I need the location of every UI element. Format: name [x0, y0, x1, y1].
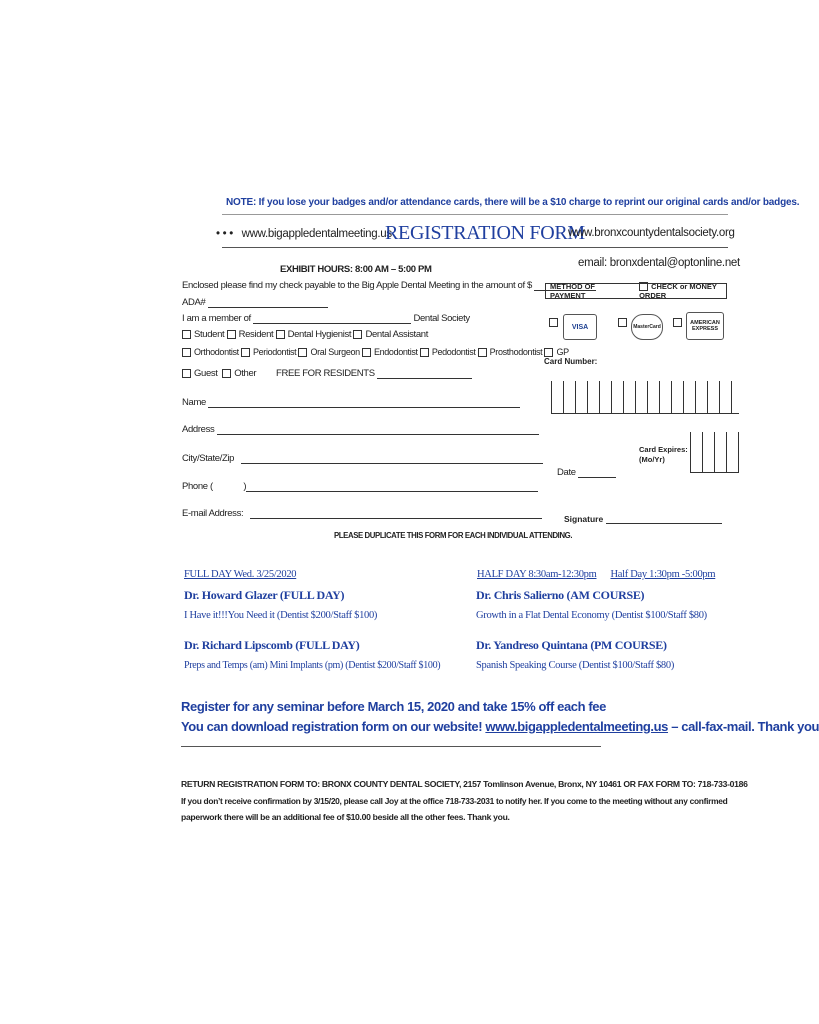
- role-option[interactable]: Student: [182, 329, 224, 340]
- checkbox[interactable]: [420, 348, 429, 357]
- city-label: City/State/Zip: [182, 453, 235, 464]
- email-address: email: bronxdental@optonline.net: [578, 257, 740, 269]
- divider: [222, 247, 728, 248]
- digit-divider: [738, 432, 739, 472]
- date-row: [557, 467, 616, 478]
- checkbox[interactable]: [227, 330, 236, 339]
- free-residents-line: [276, 368, 472, 379]
- member-label: I am a member of: [182, 313, 251, 324]
- society-field[interactable]: [253, 322, 411, 324]
- promo-line-1: Register for any seminar before March 15, 2020 and take 15% off each fee: [181, 699, 606, 714]
- digit-divider: [731, 381, 732, 413]
- checkbox[interactable]: [544, 348, 553, 357]
- digit-divider: [623, 381, 624, 413]
- digit-divider: [611, 381, 612, 413]
- signature-row: [564, 514, 722, 524]
- left-url-link[interactable]: www.bigappledentalmeeting.us: [241, 228, 392, 240]
- digit-divider: [719, 381, 720, 413]
- digit-divider: [683, 381, 684, 413]
- date-field[interactable]: [578, 476, 616, 478]
- payment-method-header: [545, 283, 727, 299]
- promo-line-2: [181, 719, 819, 734]
- role-option[interactable]: Guest: [182, 368, 218, 379]
- digit-divider: [659, 381, 660, 413]
- role-option[interactable]: Resident: [227, 329, 274, 340]
- role-option[interactable]: Orthodontist: [182, 347, 239, 357]
- role-row-1: [182, 329, 428, 340]
- checkbox[interactable]: [222, 369, 231, 378]
- website-link[interactable]: www.bigappledentalmeeting.us: [485, 719, 669, 734]
- seminar-desc: I Have it!!!You Need it (Dentist $200/Staff $100): [184, 610, 378, 621]
- role-option[interactable]: Pedodontist: [420, 347, 476, 357]
- method-label: METHOD OF PAYMENT: [550, 282, 595, 300]
- expiry-field[interactable]: [690, 432, 739, 473]
- ada-field[interactable]: [208, 306, 328, 308]
- member-line: [182, 313, 470, 324]
- return-line-2: If you don’t receive confirmation by 3/15/20, please call Joy at the office 718-733-2031 to notify her. If you come to the meeting without any confirmed: [181, 796, 728, 806]
- card-number-label: Card Number:: [544, 357, 598, 366]
- signature-label: Signature: [564, 514, 604, 524]
- phone-label: Phone (: [182, 481, 213, 492]
- seminar-title: Dr. Richard Lipscomb (FULL DAY): [184, 638, 360, 652]
- seminar-title: Dr. Yandreso Quintana (PM COURSE): [476, 638, 667, 652]
- digit-divider: [726, 432, 727, 472]
- role-option[interactable]: Periodontist: [241, 347, 296, 357]
- promo-text: You can download registration form on our website!: [181, 719, 486, 734]
- role-row-2: [182, 347, 569, 357]
- role-row-3: [182, 368, 256, 379]
- half-day-heading: [477, 569, 715, 580]
- role-option[interactable]: Other: [222, 368, 256, 379]
- role-option[interactable]: Oral Surgeon: [298, 347, 359, 357]
- seminar-desc: Growth in a Flat Dental Economy (Dentist $100/Staff $80): [476, 610, 707, 621]
- phone-field[interactable]: [246, 490, 538, 492]
- ada-label: ADA#: [182, 297, 206, 308]
- digit-divider: [635, 381, 636, 413]
- digit-divider: [695, 381, 696, 413]
- digit-divider: [671, 381, 672, 413]
- address-label: Address: [182, 424, 215, 435]
- ada-line: [182, 297, 328, 308]
- divider: [181, 746, 601, 747]
- checkbox[interactable]: [362, 348, 371, 357]
- mastercard-icon[interactable]: MasterCard: [631, 314, 663, 340]
- digit-divider: [690, 432, 691, 472]
- checkbox[interactable]: [549, 318, 558, 327]
- return-line-1: RETURN REGISTRATION FORM TO: BRONX COUNTY DENTAL SOCIETY, 2157 Tomlinson Avenue, Bronx, NY 10461 OR FAX FORM TO: 718-733-0186: [181, 779, 748, 789]
- city-row: [182, 453, 543, 464]
- promo-tail: – call-fax-mail. Thank you: [668, 719, 819, 734]
- checkbox[interactable]: [298, 348, 307, 357]
- email-row: [182, 508, 542, 519]
- form-title: REGISTRATION FORM: [385, 222, 585, 244]
- seminar-desc: Preps and Temps (am) Mini Implants (pm) (Dentist $200/Staff $100): [184, 660, 441, 671]
- signature-field[interactable]: [606, 522, 722, 524]
- amex-icon[interactable]: AMERICAN EXPRESS: [686, 312, 724, 340]
- member-suffix: Dental Society: [413, 313, 470, 324]
- full-day-heading: FULL DAY Wed. 3/25/2020: [184, 569, 297, 580]
- digit-divider: [714, 432, 715, 472]
- checkbox[interactable]: [478, 348, 487, 357]
- role-option[interactable]: Endodontist: [362, 347, 418, 357]
- enclosed-text: Enclosed please find my check payable to the Big Apple Dental Meeting in the amount of $: [182, 280, 532, 291]
- name-row: [182, 397, 520, 408]
- digit-divider: [575, 381, 576, 413]
- email-label: E-mail Address:: [182, 508, 244, 519]
- checkbox[interactable]: [182, 348, 191, 357]
- seminar-title: Dr. Chris Salierno (AM COURSE): [476, 588, 645, 602]
- role-option[interactable]: Dental Hygienist: [276, 329, 352, 340]
- digit-divider: [707, 381, 708, 413]
- digit-divider: [702, 432, 703, 472]
- checkbox[interactable]: [182, 369, 191, 378]
- divider: [222, 214, 728, 215]
- checkbox[interactable]: [618, 318, 627, 327]
- phone-close: ): [243, 481, 247, 492]
- exhibit-hours: EXHIBIT HOURS: 8:00 AM – 5:00 PM: [280, 264, 432, 275]
- name-field[interactable]: [208, 406, 520, 408]
- enclosed-line: [182, 280, 596, 291]
- digit-divider: [563, 381, 564, 413]
- city-field[interactable]: [241, 462, 543, 464]
- checkbox[interactable]: [639, 282, 648, 291]
- checkbox[interactable]: [673, 318, 682, 327]
- right-url-link[interactable]: www.bronxcountydentalsociety.org: [568, 227, 735, 239]
- role-option[interactable]: GP: [544, 347, 568, 357]
- digit-divider: [587, 381, 588, 413]
- digit-divider: [647, 381, 648, 413]
- seminar-desc: Spanish Speaking Course (Dentist $100/Staff $80): [476, 660, 675, 671]
- checkbox[interactable]: [182, 330, 191, 339]
- email-field[interactable]: [250, 517, 542, 519]
- role-option[interactable]: Prosthodontist: [478, 347, 543, 357]
- free-residents-label: FREE FOR RESIDENTS: [276, 368, 375, 379]
- address-row: [182, 424, 539, 435]
- seminar-title: Dr. Howard Glazer (FULL DAY): [184, 588, 345, 602]
- role-option[interactable]: Dental Assistant: [353, 329, 428, 340]
- badge-note: NOTE: If you lose your badges and/or attendance cards, there will be a $10 charge to reprint our original cards and/or badges.: [226, 197, 800, 208]
- half-day-am: HALF DAY 8:30am-12:30pm: [477, 569, 597, 580]
- header-left: [216, 228, 392, 240]
- visa-icon[interactable]: VISA: [563, 314, 597, 340]
- name-label: Name: [182, 397, 206, 408]
- card-expires-label: Card Expires: (Mo/Yr): [639, 445, 688, 464]
- digit-divider: [551, 381, 552, 413]
- check-option[interactable]: CHECK or MONEY ORDER: [639, 281, 717, 301]
- checkbox[interactable]: [241, 348, 250, 357]
- free-residents-field[interactable]: [377, 377, 472, 379]
- checkbox[interactable]: [353, 330, 362, 339]
- card-number-field[interactable]: [551, 381, 739, 414]
- address-field[interactable]: [217, 433, 539, 435]
- half-day-pm: Half Day 1:30pm -5:00pm: [610, 569, 716, 580]
- phone-row: [182, 481, 538, 492]
- duplicate-note: PLEASE DUPLICATE THIS FORM FOR EACH INDIVIDUAL ATTENDING.: [334, 531, 573, 540]
- checkbox[interactable]: [276, 330, 285, 339]
- bullets: • • •: [216, 228, 233, 240]
- return-line-3: paperwork there will be an additional fee of $10.00 beside all the other fees. Thank you.: [181, 812, 510, 822]
- date-label: Date: [557, 467, 576, 478]
- digit-divider: [599, 381, 600, 413]
